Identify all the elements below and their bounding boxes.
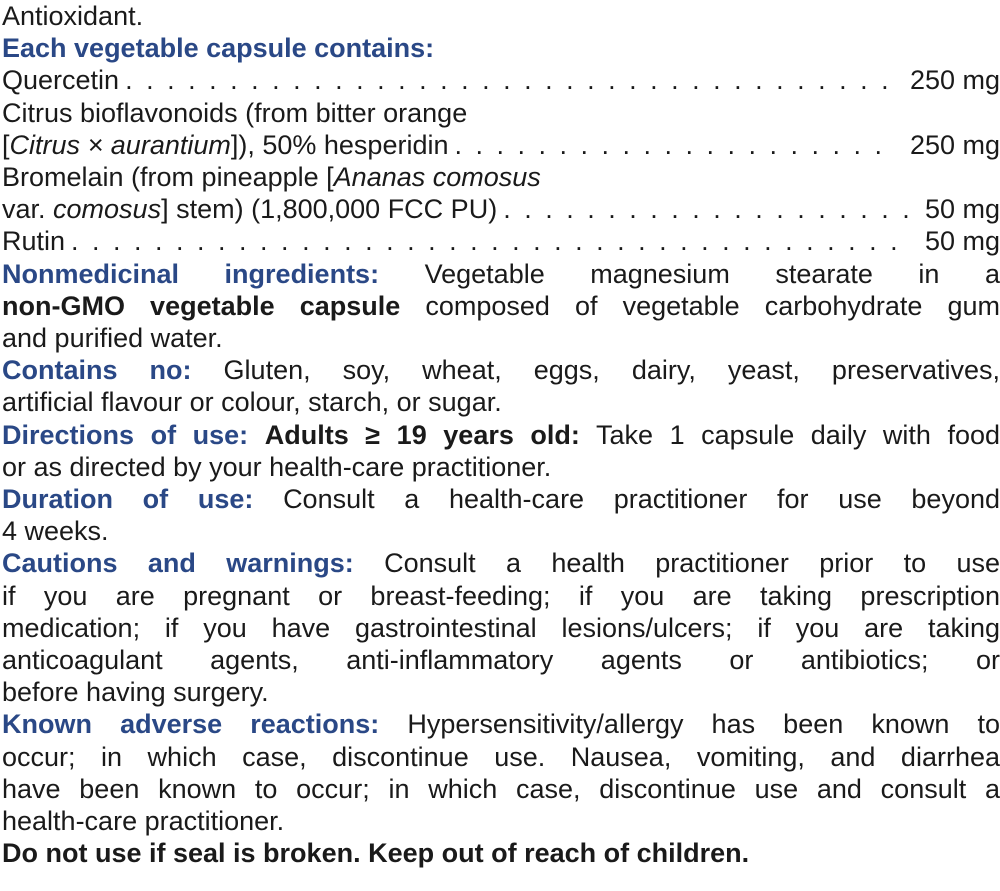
ingredient-name: var. comosus] stem) (1,800,000 FCC PU) [2,194,498,225]
ingredient-amount: 250 mg [909,65,1000,96]
section-heading: Known adverse reactions: [2,709,380,740]
ingredient-name-line: Bromelain (from pineapple [Ananas comosus [2,162,541,193]
bold-text: non-GMO vegetable capsule [2,290,401,321]
latin-name: Citrus × aurantium [9,129,231,160]
dot-leader [125,64,894,96]
ingredient-row [2,129,1000,161]
latin-name: Ananas comosus [333,162,541,193]
duration-section: Duration of use: Consult a health-care practitioner for use beyond [2,484,1000,515]
ingredient-name: Quercetin [2,65,120,96]
ingredient-row [2,225,1000,257]
adverse-section: Known adverse reactions: Hypersensitivity/allergy has been known to [2,709,1000,740]
adverse-line: occur; in which case, discontinue use. Nausea, vomiting, and diarrhea [2,741,1000,772]
ingredient-name: [Citrus × aurantium]), 50% hesperidin [2,129,449,160]
directions-section: Directions of use: Adults ≥ 19 years old: Take 1 capsule daily with food [2,419,1000,450]
directions-line: or as directed by your health-care practitioner. [2,451,552,482]
duration-line: 4 weeks. [2,516,109,547]
adverse-line: have been known to occur; in which case, discontinue use and consult a [2,773,1000,804]
section-heading: Cautions and warnings: [2,548,354,579]
contains-no-line: artificial flavour or colour, starch, or sugar. [2,387,502,418]
contains-no-section: Contains no: Gluten, soy, wheat, eggs, dairy, yeast, preservatives, [2,355,1000,386]
cautions-section: Cautions and warnings: Consult a health practitioner prior to use [2,548,1000,579]
section-heading: Contains no: [2,355,192,386]
cautions-line: anticoagulant agents, anti-inflammatory agents or antibiotics; or [2,645,1000,676]
dot-leader [454,129,893,161]
cautions-line: medication; if you have gastrointestinal lesions/ulcers; if you are taking [2,612,1000,643]
section-heading: Nonmedicinal ingredients: [2,258,380,289]
intro-text: Antioxidant. [2,1,144,31]
ingredient-name-line: Citrus bioflavonoids (from bitter orange [2,97,468,128]
cautions-line: before having surgery. [2,677,269,708]
nonmedicinal-line: non-GMO vegetable capsule composed of vegetable carbohydrate gum [2,290,1000,321]
latin-name: comosus [53,194,162,225]
bold-text: Adults ≥ 19 years old: [264,419,580,450]
ingredient-name: Rutin [2,226,66,257]
section-heading: Directions of use: [2,419,249,450]
nonmedicinal-line: and purified water. [2,323,223,354]
ingredient-amount: 50 mg [924,194,1000,225]
ingredient-amount: 250 mg [909,129,1000,160]
ingredient-amount: 50 mg [924,226,1000,257]
section-heading: Duration of use: [2,484,254,515]
capsule-heading: Each vegetable capsule contains: [2,33,435,64]
cautions-line: if you are pregnant or breast-feeding; if you are taking prescription [2,580,1000,611]
nonmedicinal-section: Nonmedicinal ingredients: Vegetable magnesium stearate in a [2,258,1000,289]
dot-leader [503,193,909,225]
adverse-line: health-care practitioner. [2,806,285,837]
ingredient-row [2,64,1000,96]
safety-warning: Do not use if seal is broken. Keep out of reach of children. [2,838,750,869]
ingredient-row [2,193,1000,225]
dot-leader [71,225,909,257]
